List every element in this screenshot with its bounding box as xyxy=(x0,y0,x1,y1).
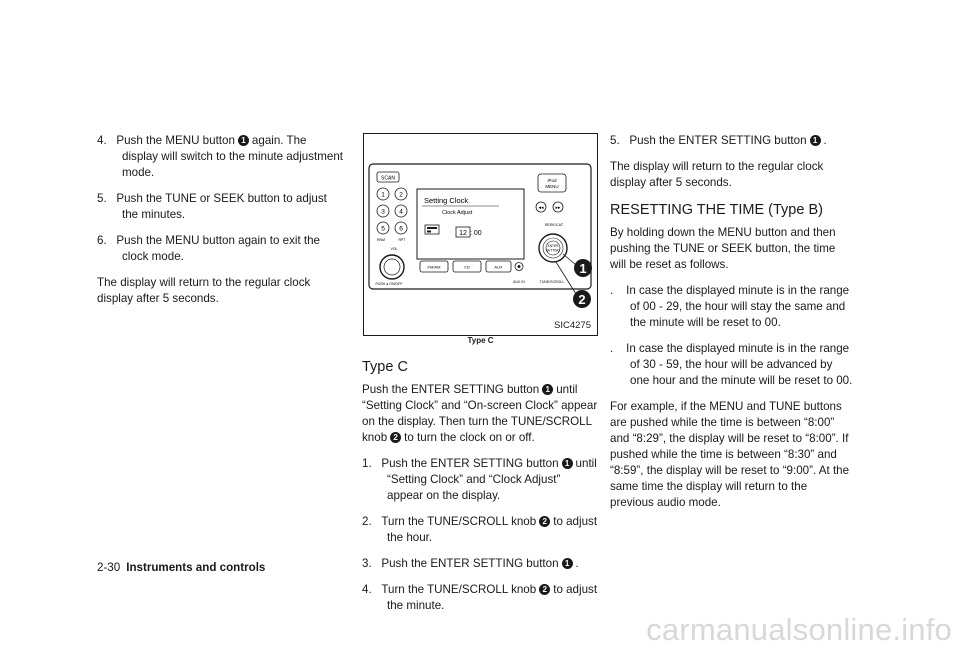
callout-2-icon: 2 xyxy=(539,516,550,527)
column-middle xyxy=(362,358,598,624)
section-heading-type-c: Type C xyxy=(362,359,408,375)
step-5: 5. Push the TUNE or SEEK button to adjust the minutes. xyxy=(97,192,327,221)
preset-6-label: 6 xyxy=(399,225,403,233)
callout-2-icon: 2 xyxy=(539,584,550,595)
enter-label: ENTER xyxy=(547,244,559,248)
minute-value: : 00 xyxy=(470,230,482,237)
step-4: 4. Push the MENU button 1 again. The display will switch to the minute adjustment mode. xyxy=(97,134,344,179)
page-footer xyxy=(97,561,265,574)
rpt-label: RPT xyxy=(398,238,406,242)
rnd-label: RNM xyxy=(377,238,385,242)
aux-in-label: AUX IN xyxy=(513,280,525,284)
step-1: 1. Push the ENTER SETTING button 1 until “Setting Clock” and “Clock Adjust” appear on the display. xyxy=(362,457,597,502)
paragraph: By holding down the MENU button and then pushing the TUNE or SEEK button, the time will be reset as follows. xyxy=(610,226,836,271)
callout-1-icon: 1 xyxy=(810,135,821,146)
menu-label: MENU xyxy=(545,184,559,189)
seek-cat-label: SEEK/CAT xyxy=(544,223,564,227)
section-heading-resetting: RESETTING THE TIME (Type B) xyxy=(610,202,823,218)
radio-figure xyxy=(363,133,598,336)
step-6: 6. Push the MENU button again to exit the clock mode. xyxy=(97,234,320,263)
paragraph: The display will return to the regular clock display after 5 seconds. xyxy=(97,276,311,305)
screen-title: Setting Clock xyxy=(424,196,469,205)
callout-1-icon: 1 xyxy=(238,135,249,146)
figure-caption: Type C xyxy=(467,336,494,345)
preset-5-label: 5 xyxy=(381,225,385,233)
callout-1-number: 1 xyxy=(579,261,587,276)
ipod-label: iPod xyxy=(547,178,557,183)
preset-4-label: 4 xyxy=(399,208,403,216)
bullet-item: . In case the displayed minute is in the range of 00 - 29, the hour will stay the same and the minute will be reset to 00. xyxy=(610,284,850,329)
section-name: Instruments and controls xyxy=(126,561,266,574)
cd-label: CD xyxy=(464,264,470,270)
hour-value: 12 xyxy=(459,230,467,237)
seek-back-icon: ◂◂ xyxy=(538,205,544,211)
callout-1-icon: 1 xyxy=(562,458,573,469)
page-number: 2-30 xyxy=(97,561,121,574)
column-left xyxy=(97,133,345,317)
clock-icon xyxy=(425,225,439,234)
step-2: 2. Turn the TUNE/SCROLL knob 2 to adjust the hour. xyxy=(362,515,598,544)
screen-subtitle: Clock Adjust xyxy=(442,210,473,216)
step-5: 5. Push the ENTER SETTING button 1 . xyxy=(610,134,827,147)
paragraph: For example, if the MENU and TUNE buttons are pushed while the time is between “8:00” and “8:29”, the display will be reset to “8:00”. If pushed while the time is between “8:30” and “8:59”, the display will be reset to “9:00”. At the same time the display will return to the previous audio mode. xyxy=(610,400,850,509)
callout-1-icon: 1 xyxy=(542,384,553,395)
column-right xyxy=(610,133,853,521)
callout-2-number: 2 xyxy=(578,292,586,307)
power-label: PUSH ● ON/OFF xyxy=(375,282,403,286)
watermark: carmanualsonline.info xyxy=(646,612,952,647)
volume-knob xyxy=(380,255,404,279)
vol-label: VOL xyxy=(390,247,398,251)
step-3: 3. Push the ENTER SETTING button 1 . xyxy=(362,557,579,570)
radio-illustration xyxy=(364,134,596,334)
ipod-menu-button xyxy=(538,174,566,192)
callout-2-icon: 2 xyxy=(390,432,401,443)
intro-paragraph: Push the ENTER SETTING button 1 until “Setting Clock” and “On-screen Clock” appear on the display. Then turn the TUNE/SCROLL knob 2 to turn the clock on or off. xyxy=(362,383,598,444)
seek-forward-icon: ▸▸ xyxy=(555,205,561,211)
step-4: 4. Turn the TUNE/SCROLL knob 2 to adjust the minute. xyxy=(362,583,598,612)
bullet-item: . In case the displayed minute is in the range of 30 - 59, the hour will be advanced by one hour and the minute will be reset to 00. xyxy=(610,342,853,387)
preset-1-label: 1 xyxy=(381,191,385,199)
bullet-icon: . xyxy=(610,342,614,355)
figure-code: SIC4275 xyxy=(554,320,591,331)
fm-am-label: FM/AM xyxy=(427,264,441,270)
tune-scroll-label: TUNE/SCROLL xyxy=(539,280,565,284)
scan-label: SCAN xyxy=(381,175,395,182)
callout-1-icon: 1 xyxy=(562,558,573,569)
aux-label: AUX xyxy=(494,264,503,270)
setting-label: SETTING xyxy=(546,248,560,253)
preset-2-label: 2 xyxy=(399,191,403,199)
preset-3-label: 3 xyxy=(381,208,385,216)
bullet-icon: . xyxy=(610,284,614,297)
paragraph: The display will return to the regular clock display after 5 seconds. xyxy=(610,160,824,189)
